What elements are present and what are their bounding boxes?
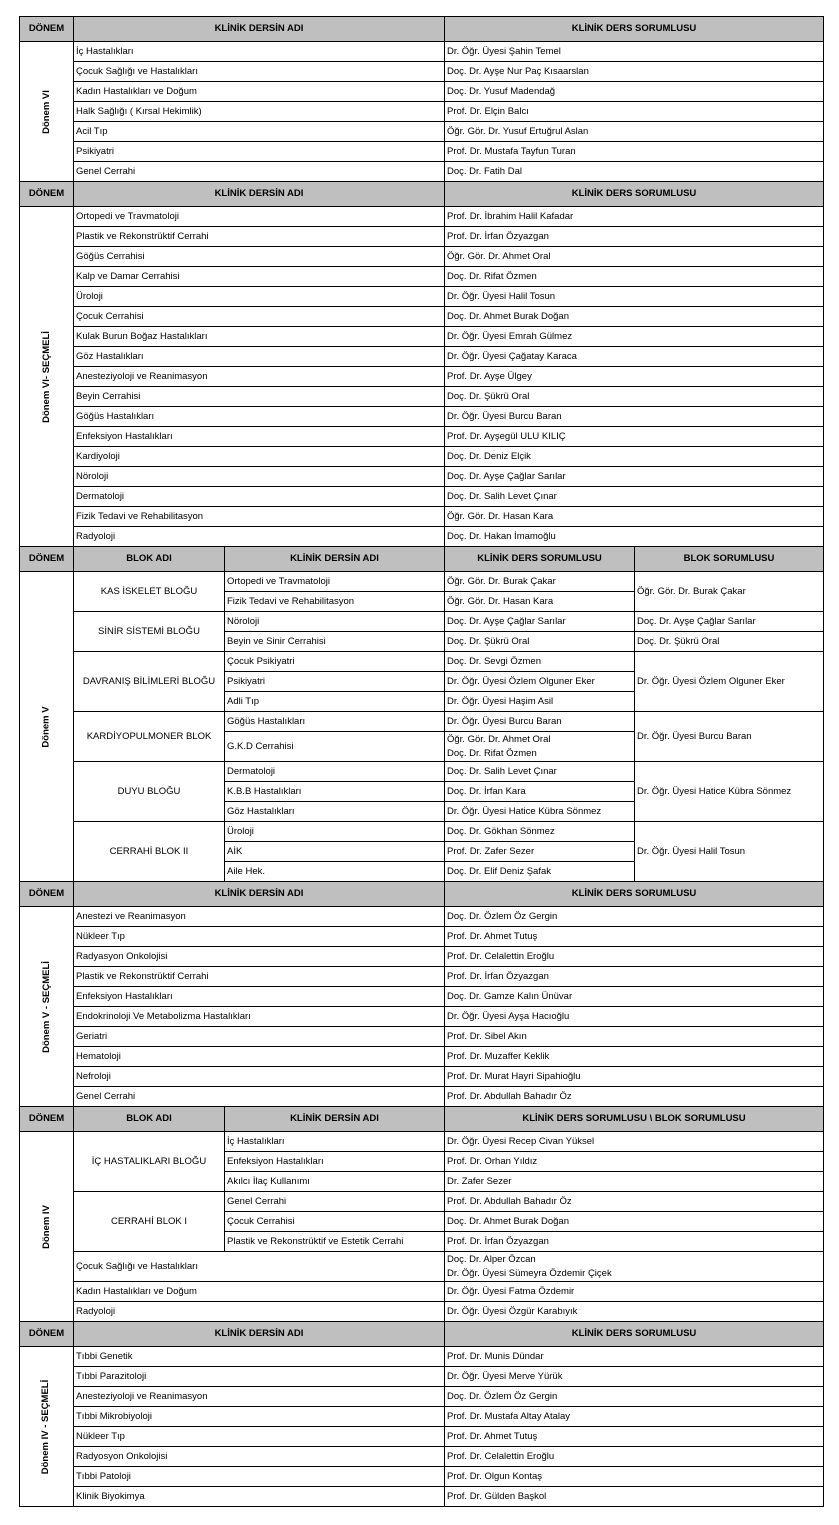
cell-line: Doç. Dr. Salih Levet Çınar <box>447 765 557 777</box>
cell-line: Öğr. Gör. Dr. Hasan Kara <box>447 595 554 607</box>
block-head-name: Doç. Dr. Ayşe Çağlar Sarılar <box>634 611 824 632</box>
course-name: Nefroloji <box>73 1066 445 1087</box>
column-header: DÖNEM <box>19 1321 74 1347</box>
lecturer-name: Dr. Öğr. Üyesi Çağatay Karaca <box>444 346 824 367</box>
block-name: KARDİYOPULMONER BLOK <box>73 711 225 762</box>
lecturer-name <box>444 671 635 692</box>
lecturer-name: Doç. Dr. Gamze Kalın Ünüvar <box>444 986 824 1007</box>
lecturer-name: Öğr. Gör. Dr. Ahmet Oral <box>444 246 824 267</box>
cell-line: Prof. Dr. İrfan Özyazgan <box>447 1235 549 1247</box>
lecturer-name <box>444 611 635 632</box>
lecturer-name: Prof. Dr. Mustafa Altay Atalay <box>444 1406 824 1427</box>
course-name: G.K.D Cerrahisi <box>224 731 445 762</box>
course-name: Beyin Cerrahisi <box>73 386 445 407</box>
cell-line: Doç. Dr. İrfan Kara <box>447 785 526 797</box>
cell-line: Doç. Dr. Gökhan Sönmez <box>447 825 555 837</box>
section-label <box>19 1131 74 1322</box>
lecturer-name: Öğr. Gör. Dr. Hasan Kara <box>444 506 824 527</box>
course-name: Göğüs Cerrahisi <box>73 246 445 267</box>
section-label <box>19 571 74 882</box>
course-name: Plastik ve Rekonstrüktif Cerrahi <box>73 226 445 247</box>
course-name: Enfeksiyon Hastalıkları <box>224 1151 445 1172</box>
lecturer-name: Doç. Dr. Fatih Dal <box>444 161 824 182</box>
lecturer-name: Prof. Dr. Mustafa Tayfun Turan <box>444 141 824 162</box>
cell-line: Doç. Dr. Elif Deniz Şafak <box>447 865 552 877</box>
section-label-text: Dönem VI <box>40 89 52 134</box>
lecturer-name: Doç. Dr. Hakan İmamoğlu <box>444 526 824 547</box>
section-label-text: Dönem V <box>40 705 52 748</box>
cell-line: Dr. Öğr. Üyesi Fatma Özdemir <box>447 1285 575 1297</box>
course-name: Geriatri <box>73 1026 445 1047</box>
cell-line: Prof. Dr. Zafer Sezer <box>447 845 535 857</box>
lecturer-name <box>444 801 635 822</box>
course-name: Fizik Tedavi ve Rehabilitasyon <box>224 591 445 612</box>
course-name: Ortopedi ve Travmatoloji <box>224 571 445 592</box>
lecturer-name: Prof. Dr. Abdullah Bahadır Öz <box>444 1086 824 1107</box>
column-header: DÖNEM <box>19 1106 74 1132</box>
course-name: Acil Tıp <box>73 121 445 142</box>
lecturer-name: Prof. Dr. Sibel Akın <box>444 1026 824 1047</box>
cell-line: Doç. Dr. Rifat Özmen <box>447 747 537 759</box>
lecturer-name: Dr. Öğr. Üyesi Emrah Gülmez <box>444 326 824 347</box>
course-name: Kalp ve Damar Cerrahisi <box>73 266 445 287</box>
course-name: Nükleer Tıp <box>73 1426 445 1447</box>
lecturer-name: Doç. Dr. Ayşe Çağlar Sarılar <box>444 466 824 487</box>
cell-line: Prof. Dr. Abdullah Bahadır Öz <box>447 1195 572 1207</box>
block-name: CERRAHİ BLOK II <box>73 821 225 882</box>
lecturer-name: Prof. Dr. Munis Dündar <box>444 1346 824 1367</box>
lecturer-name: Dr. Öğr. Üyesi Burcu Baran <box>444 406 824 427</box>
block-name: DAVRANIŞ BİLİMLERİ BLOĞU <box>73 651 225 712</box>
lecturer-name: Prof. Dr. Elçin Balcı <box>444 101 824 122</box>
course-name: Çocuk Sağlığı ve Hastalıkları <box>73 1251 445 1282</box>
lecturer-name: Dr. Öğr. Üyesi Ayşa Hacıoğlu <box>444 1006 824 1027</box>
cell-line: Öğr. Gör. Dr. Ahmet Oral <box>447 733 551 745</box>
lecturer-name <box>444 711 635 732</box>
cell-line: Dr. Öğr. Üyesi Özlem Olguner Eker <box>447 675 595 687</box>
course-name: İç Hastalıkları <box>224 1131 445 1152</box>
section-label <box>19 906 74 1107</box>
cell-line: Doç. Dr. Şükrü Oral <box>447 635 530 647</box>
course-name: Kadın Hastalıkları ve Doğum <box>73 1281 445 1302</box>
section-label-text: Dönem IV <box>40 1204 52 1249</box>
course-name: Kulak Burun Boğaz Hastalıkları <box>73 326 445 347</box>
section-label-text: Dönem IV - SEÇMELİ <box>40 1379 52 1474</box>
lecturer-name <box>444 1151 824 1172</box>
course-name: Adli Tıp <box>224 691 445 712</box>
lecturer-name: Doç. Dr. Şükrü Oral <box>444 386 824 407</box>
block-head-name: Dr. Öğr. Üyesi Özlem Olguner Eker <box>634 651 824 712</box>
lecturer-name <box>444 731 635 762</box>
lecturer-name <box>444 841 635 862</box>
column-header: KLİNİK DERSİN ADI <box>73 1321 445 1347</box>
course-name: Kadın Hastalıkları ve Doğum <box>73 81 445 102</box>
course-name: Nöroloji <box>73 466 445 487</box>
course-name: Kardiyoloji <box>73 446 445 467</box>
lecturer-name: Doç. Dr. Rifat Özmen <box>444 266 824 287</box>
course-name: Üroloji <box>224 821 445 842</box>
lecturer-name: Prof. Dr. Celalettin Eroğlu <box>444 1446 824 1467</box>
lecturer-name: Doç. Dr. Özlem Öz Gergin <box>444 906 824 927</box>
course-name: Radyoloji <box>73 1301 445 1322</box>
lecturer-name <box>444 1211 824 1232</box>
lecturer-name: Öğr. Gör. Dr. Yusuf Ertuğrul Aslan <box>444 121 824 142</box>
lecturer-name: Prof. Dr. İbrahim Halil Kafadar <box>444 206 824 227</box>
column-header: BLOK ADI <box>73 546 225 572</box>
column-header: DÖNEM <box>19 181 74 207</box>
section-label <box>19 1346 74 1507</box>
column-header: KLİNİK DERSİN ADI <box>224 546 445 572</box>
lecturer-name: Prof. Dr. Murat Hayri Sipahioğlu <box>444 1066 824 1087</box>
course-name: Radyosyon Onkolojisi <box>73 1446 445 1467</box>
course-name: Psikiyatri <box>224 671 445 692</box>
cell-line: Dr. Öğr. Üyesi Burcu Baran <box>447 715 562 727</box>
section-label-text: Dönem VI- SEÇMELİ <box>40 330 52 423</box>
course-name: Hematoloji <box>73 1046 445 1067</box>
course-name: Çocuk Psikiyatri <box>224 651 445 672</box>
lecturer-name <box>444 1171 824 1192</box>
course-name: Enfeksiyon Hastalıkları <box>73 426 445 447</box>
course-name: İç Hastalıkları <box>73 41 445 62</box>
column-header: KLİNİK DERSİN ADI <box>73 181 445 207</box>
course-name: Çocuk Cerrahisi <box>224 1211 445 1232</box>
course-name: Göz Hastalıkları <box>224 801 445 822</box>
lecturer-name: Prof. Dr. Ayşegül ULU KILIÇ <box>444 426 824 447</box>
course-name: Plastik ve Rekonstrüktif ve Estetik Cerrahi <box>224 1231 445 1252</box>
column-header: DÖNEM <box>19 16 74 42</box>
lecturer-name: Doç. Dr. Yusuf Madendağ <box>444 81 824 102</box>
column-header: KLİNİK DERSİN ADI <box>224 1106 445 1132</box>
lecturer-name: Prof. Dr. Celalettin Eroğlu <box>444 946 824 967</box>
course-name: Üroloji <box>73 286 445 307</box>
column-header: DÖNEM <box>19 881 74 907</box>
lecturer-name <box>444 1251 824 1282</box>
block-head-name: Dr. Öğr. Üyesi Burcu Baran <box>634 711 824 762</box>
lecturer-name <box>444 821 635 842</box>
course-name: Genel Cerrahi <box>73 161 445 182</box>
lecturer-name: Prof. Dr. Ahmet Tutuş <box>444 926 824 947</box>
course-name: Tıbbi Mikrobiyoloji <box>73 1406 445 1427</box>
column-header: KLİNİK DERSİN ADI <box>73 16 445 42</box>
course-name: Tıbbi Genetik <box>73 1346 445 1367</box>
column-header: KLİNİK DERS SORUMLUSU <box>444 181 824 207</box>
column-header: KLİNİK DERS SORUMLUSU \ BLOK SORUMLUSU <box>444 1106 824 1132</box>
lecturer-name <box>444 861 635 882</box>
course-name: Psikiyatri <box>73 141 445 162</box>
lecturer-name <box>444 631 635 652</box>
course-name: AİK <box>224 841 445 862</box>
block-head-name: Dr. Öğr. Üyesi Halil Tosun <box>634 821 824 882</box>
lecturer-name: Prof. Dr. İrfan Özyazgan <box>444 226 824 247</box>
lecturer-name <box>444 1281 824 1302</box>
lecturer-name <box>444 691 635 712</box>
lecturer-name: Prof. Dr. Gülden Başkol <box>444 1486 824 1507</box>
block-head-name: Dr. Öğr. Üyesi Hatice Kübra Sönmez <box>634 761 824 822</box>
column-header: KLİNİK DERS SORUMLUSU <box>444 546 635 572</box>
course-name: Enfeksiyon Hastalıkları <box>73 986 445 1007</box>
course-name: Halk Sağlığı ( Kırsal Hekimlik) <box>73 101 445 122</box>
cell-line: Doç. Dr. Ayşe Çağlar Sarılar <box>447 615 566 627</box>
block-name: CERRAHİ BLOK I <box>73 1191 225 1252</box>
course-name: Fizik Tedavi ve Rehabilitasyon <box>73 506 445 527</box>
course-name: Tıbbi Patoloji <box>73 1466 445 1487</box>
lecturer-name: Dr. Öğr. Üyesi Merve Yürük <box>444 1366 824 1387</box>
lecturer-name <box>444 1191 824 1212</box>
lecturer-name: Dr. Öğr. Üyesi Şahin Temel <box>444 41 824 62</box>
lecturer-name: Doç. Dr. Deniz Elçik <box>444 446 824 467</box>
course-name: Genel Cerrahi <box>224 1191 445 1212</box>
column-header: BLOK ADI <box>73 1106 225 1132</box>
course-name: Göğüs Hastalıkları <box>224 711 445 732</box>
lecturer-name <box>444 781 635 802</box>
course-name: Klinik Biyokimya <box>73 1486 445 1507</box>
block-name: İÇ HASTALIKLARI BLOĞU <box>73 1131 225 1192</box>
course-name: Nükleer Tıp <box>73 926 445 947</box>
cell-line: Dr. Öğr. Üyesi Recep Civan Yüksel <box>447 1135 595 1147</box>
course-name: Ortopedi ve Travmatoloji <box>73 206 445 227</box>
section-label <box>19 206 74 547</box>
lecturer-name: Prof. Dr. Ahmet Tutuş <box>444 1426 824 1447</box>
lecturer-name <box>444 651 635 672</box>
cell-line: Dr. Öğr. Üyesi Haşim Asil <box>447 695 554 707</box>
course-name: K.B.B Hastalıkları <box>224 781 445 802</box>
lecturer-name: Doç. Dr. Özlem Öz Gergin <box>444 1386 824 1407</box>
course-name: Dermatoloji <box>224 761 445 782</box>
lecturer-name <box>444 1301 824 1322</box>
lecturer-name <box>444 591 635 612</box>
course-name: Endokrinoloji Ve Metabolizma Hastalıkları <box>73 1006 445 1027</box>
course-name: Çocuk Sağlığı ve Hastalıkları <box>73 61 445 82</box>
cell-line: Dr. Öğr. Üyesi Özgür Karabıyık <box>447 1305 578 1317</box>
cell-line: Doç. Dr. Ahmet Burak Doğan <box>447 1215 569 1227</box>
lecturer-name: Prof. Dr. Muzaffer Keklik <box>444 1046 824 1067</box>
block-name: KAS İSKELET BLOĞU <box>73 571 225 612</box>
column-header: DÖNEM <box>19 546 74 572</box>
lecturer-name <box>444 571 635 592</box>
lecturer-name <box>444 761 635 782</box>
lecturer-name <box>444 1131 824 1152</box>
course-name: Plastik ve Rekonstrüktif Cerrahi <box>73 966 445 987</box>
course-name: Radyoloji <box>73 526 445 547</box>
course-name: Genel Cerrahi <box>73 1086 445 1107</box>
course-name: Tıbbi Parazitoloji <box>73 1366 445 1387</box>
cell-line: Dr. Zafer Sezer <box>447 1175 512 1187</box>
column-header: KLİNİK DERS SORUMLUSU <box>444 1321 824 1347</box>
lecturer-name: Prof. Dr. Ayşe Ülgey <box>444 366 824 387</box>
lecturer-name: Dr. Öğr. Üyesi Halil Tosun <box>444 286 824 307</box>
course-name: Çocuk Cerrahisi <box>73 306 445 327</box>
course-name: Göz Hastalıkları <box>73 346 445 367</box>
cell-line: Dr. Öğr. Üyesi Hatice Kübra Sönmez <box>447 805 602 817</box>
course-name: Anesteziyoloji ve Reanimasyon <box>73 1386 445 1407</box>
lecturer-name: Prof. Dr. Olgun Kontaş <box>444 1466 824 1487</box>
column-header: KLİNİK DERS SORUMLUSU <box>444 16 824 42</box>
course-name: Beyin ve Sinir Cerrahisi <box>224 631 445 652</box>
section-label <box>19 41 74 182</box>
block-name: DUYU BLOĞU <box>73 761 225 822</box>
lecturer-name: Doç. Dr. Salih Levet Çınar <box>444 486 824 507</box>
course-name: Radyasyon Onkolojisi <box>73 946 445 967</box>
cell-line: Prof. Dr. Orhan Yıldız <box>447 1155 538 1167</box>
cell-line: Öğr. Gör. Dr. Burak Çakar <box>447 575 556 587</box>
column-header: KLİNİK DERSİN ADI <box>73 881 445 907</box>
section-label-text: Dönem V - SEÇMELİ <box>40 960 52 1053</box>
course-name: Göğüs Hastalıkları <box>73 406 445 427</box>
lecturer-name <box>444 1231 824 1252</box>
course-name: Nöroloji <box>224 611 445 632</box>
lecturer-name: Doç. Dr. Ayşe Nur Paç Kısaarslan <box>444 61 824 82</box>
cell-line: Doç. Dr. Alper Özcan <box>447 1253 536 1265</box>
block-head-name: Doç. Dr. Şükrü Oral <box>634 631 824 652</box>
course-name: Aile Hek. <box>224 861 445 882</box>
course-name: Anesteziyoloji ve Reanimasyon <box>73 366 445 387</box>
lecturer-name: Prof. Dr. İrfan Özyazgan <box>444 966 824 987</box>
block-head-name: Öğr. Gör. Dr. Burak Çakar <box>634 571 824 612</box>
cell-line: Doç. Dr. Sevgi Özmen <box>447 655 541 667</box>
block-name: SİNİR SİSTEMİ BLOĞU <box>73 611 225 652</box>
course-name: Anestezi ve Reanimasyon <box>73 906 445 927</box>
column-header: BLOK SORUMLUSU <box>634 546 824 572</box>
course-name: Akılcı İlaç Kullanımı <box>224 1171 445 1192</box>
lecturer-name: Doç. Dr. Ahmet Burak Doğan <box>444 306 824 327</box>
cell-line: Dr. Öğr. Üyesi Sümeyra Özdemir Çiçek <box>447 1267 612 1279</box>
course-name: Dermatoloji <box>73 486 445 507</box>
column-header: KLİNİK DERS SORUMLUSU <box>444 881 824 907</box>
